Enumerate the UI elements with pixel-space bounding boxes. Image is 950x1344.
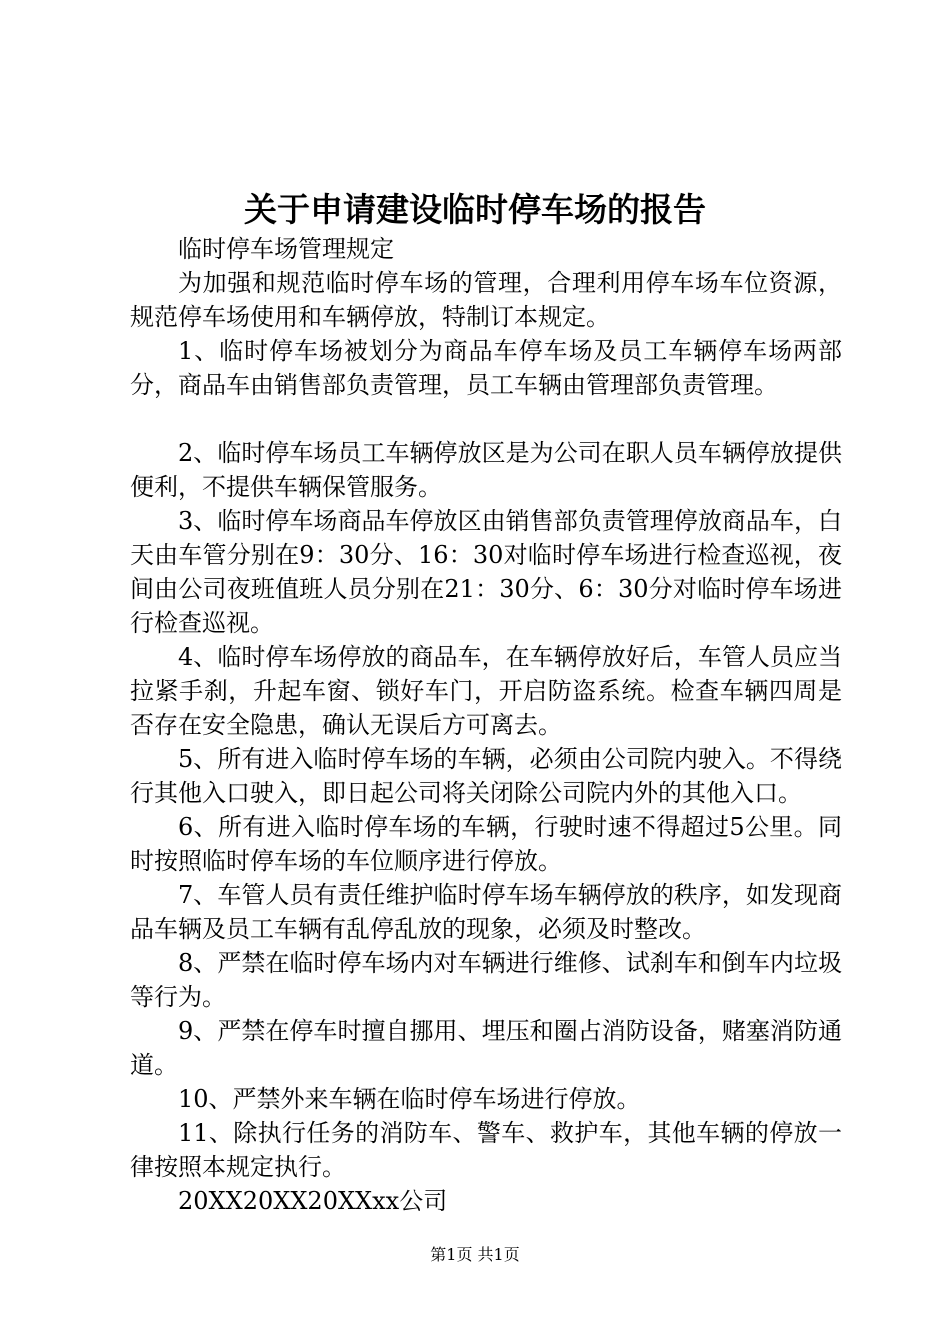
intro-paragraph: 为加强和规范临时停车场的管理，合理利用停车场车位资源，规范停车场使用和车辆停放，特制订本规定。	[130, 269, 842, 331]
page-footer: 第1页 共1页	[430, 1245, 520, 1264]
rule-paragraph-1: 1、临时停车场被划分为商品车停车场及员工车辆停车场两部分，商品车由销售部负责管理，员工车辆由管理部负责管理。	[130, 337, 842, 399]
section-heading: 临时停车场管理规定	[178, 235, 394, 263]
rule-paragraph-7: 7、车管人员有责任维护临时停车场车辆停放的秩序，如发现商品车辆及员工车辆有乱停乱放的现象，必须及时整改。	[130, 881, 842, 943]
rule-paragraph-2: 2、临时停车场员工车辆停放区是为公司在职人员车辆停放提供便利，不提供车辆保管服务。	[130, 439, 842, 501]
rule-paragraph-4: 4、临时停车场停放的商品车，在车辆停放好后，车管人员应当拉紧手刹，升起车窗、锁好车门，开启防盗系统。检查车辆四周是否存在安全隐患，确认无误后方可离去。	[130, 643, 842, 739]
document-body	[130, 232, 842, 1218]
rule-paragraph-3: 3、临时停车场商品车停放区由销售部负责管理停放商品车，白天由车管分别在9：30分、16：30对临时停车场进行检查巡视，夜间由公司夜班值班人员分别在21：30分、6：30分对临时停车场进行检查巡视。	[130, 507, 842, 637]
document-title: 关于申请建设临时停车场的报告	[244, 190, 706, 229]
rule-paragraph-11: 11、除执行任务的消防车、警车、救护车，其他车辆的停放一律按照本规定执行。	[130, 1119, 842, 1181]
rule-paragraph-5: 5、所有进入临时停车场的车辆，必须由公司院内驶入。不得绕行其他入口驶入，即日起公司将关闭除公司院内外的其他入口。	[130, 745, 842, 807]
signature-line: 20XX20XX20XXxx公司	[178, 1187, 448, 1215]
rule-paragraph-10: 10、严禁外来车辆在临时停车场进行停放。	[178, 1085, 641, 1113]
rule-paragraph-8: 8、严禁在临时停车场内对车辆进行维修、试刹车和倒车内垃圾等行为。	[130, 949, 842, 1011]
rule-paragraph-6: 6、所有进入临时停车场的车辆，行驶时速不得超过5公里。同时按照临时停车场的车位顺序进行停放。	[130, 813, 842, 875]
rule-paragraph-9: 9、严禁在停车时擅自挪用、埋压和圈占消防设备，赌塞消防通道。	[130, 1017, 842, 1079]
